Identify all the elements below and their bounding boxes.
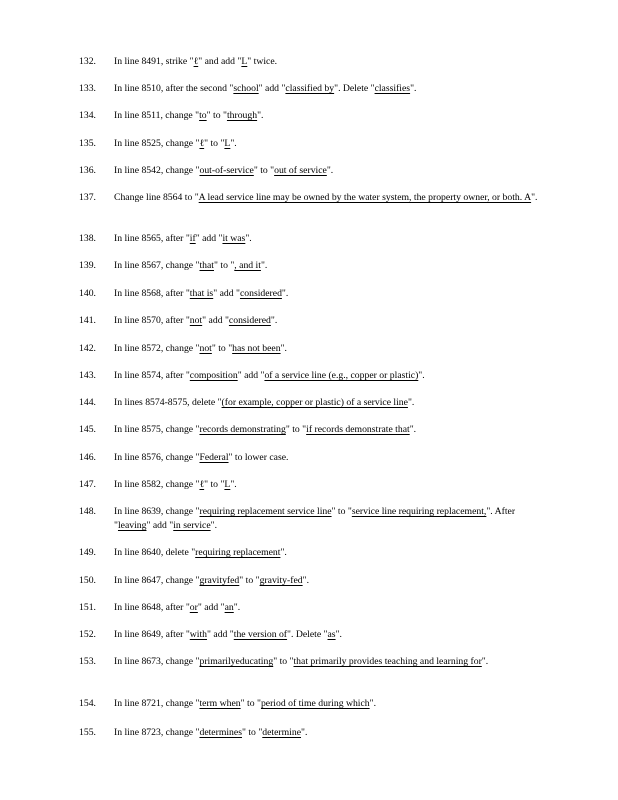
item-number: 151. xyxy=(79,602,96,613)
item-number: 150. xyxy=(79,575,96,586)
text-segment: In line 8570, after " xyxy=(114,315,190,326)
underlined-insertion: if xyxy=(189,233,196,244)
text-segment: ". xyxy=(280,547,287,558)
text-segment: ". xyxy=(335,629,342,640)
text-segment: In line 8575, change " xyxy=(114,424,200,435)
text-segment: " add " xyxy=(237,370,265,381)
text-segment: Change line 8564 to " xyxy=(114,192,199,203)
item-number: 142. xyxy=(79,343,96,354)
underlined-insertion: records demonstrating xyxy=(199,424,286,435)
underlined-insertion: L xyxy=(241,56,248,67)
item-number: 144. xyxy=(79,397,96,408)
text-segment: " to " xyxy=(285,424,307,435)
text-segment: In line 8567, change " xyxy=(114,260,200,271)
underlined-insertion: requiring replacement xyxy=(195,547,281,558)
text-segment: In line 8576, change " xyxy=(114,452,200,463)
text-segment: ". xyxy=(407,397,415,408)
underlined-insertion: classified by xyxy=(285,83,335,94)
text-segment: ". xyxy=(369,698,377,709)
item-number: 139. xyxy=(79,260,96,271)
underlined-insertion: , and it xyxy=(234,260,261,271)
underlined-insertion: out of service xyxy=(274,165,327,176)
underlined-insertion: that is xyxy=(189,288,214,299)
text-segment: In line 8640, delete " xyxy=(114,547,196,558)
text-segment: " to " xyxy=(204,138,225,149)
text-segment: ". xyxy=(230,479,237,490)
text-segment: " add " xyxy=(202,315,229,326)
text-segment: In line 8574, after " xyxy=(114,370,190,381)
underlined-insertion: gravityfed xyxy=(199,575,240,586)
text-segment: ". xyxy=(409,424,417,435)
text-segment: " to " xyxy=(253,165,275,176)
item-text xyxy=(114,655,539,669)
text-segment: ". xyxy=(531,192,538,203)
item-text xyxy=(114,505,539,533)
text-segment: " twice. xyxy=(247,56,278,67)
underlined-insertion: school xyxy=(233,83,259,94)
item-text xyxy=(114,314,539,328)
underlined-insertion: term when xyxy=(199,698,241,709)
text-segment: " to " xyxy=(214,260,235,271)
item-number: 154. xyxy=(79,698,96,709)
item-number: 147. xyxy=(79,479,96,490)
underlined-insertion: considered xyxy=(239,288,282,299)
item-text xyxy=(114,55,539,69)
item-text xyxy=(114,726,539,740)
text-segment: In line 8565, after " xyxy=(114,233,190,244)
text-segment: ". xyxy=(326,165,334,176)
item-number: 152. xyxy=(79,629,96,640)
underlined-insertion: determine xyxy=(262,727,302,738)
text-segment: ". xyxy=(245,233,252,244)
text-segment: In line 8647, change " xyxy=(114,575,200,586)
item-number: 149. xyxy=(79,547,96,558)
underlined-insertion: that primarily provides teaching and learning for xyxy=(293,656,482,667)
text-segment: " to " xyxy=(204,479,225,490)
item-number: 155. xyxy=(79,727,96,738)
underlined-insertion: composition xyxy=(189,370,238,381)
text-segment: ". xyxy=(410,83,417,94)
text-segment: " to " xyxy=(239,575,260,586)
underlined-insertion: L xyxy=(224,479,231,490)
item-number: 136. xyxy=(79,165,96,176)
underlined-insertion: Federal xyxy=(199,452,229,463)
underlined-insertion: not xyxy=(199,343,212,354)
text-segment: ". xyxy=(257,110,264,121)
underlined-insertion: to xyxy=(199,110,207,121)
underlined-insertion: period of time during which xyxy=(260,698,370,709)
item-text xyxy=(114,232,539,246)
item-text xyxy=(114,287,539,301)
text-segment: ". xyxy=(230,138,237,149)
text-segment: In line 8572, change " xyxy=(114,343,200,354)
underlined-insertion: with xyxy=(189,629,208,640)
underlined-insertion: ℓ xyxy=(199,138,205,149)
item-number: 133. xyxy=(79,83,96,94)
item-number: 153. xyxy=(79,656,96,667)
item-text xyxy=(114,164,539,178)
item-number: 135. xyxy=(79,138,96,149)
text-segment: ". xyxy=(210,520,218,531)
text-segment: ". xyxy=(281,288,289,299)
item-text xyxy=(114,369,539,383)
item-number: 143. xyxy=(79,370,96,381)
underlined-insertion: gravity-fed xyxy=(259,575,303,586)
underlined-insertion: ℓ xyxy=(193,56,199,67)
item-number: 138. xyxy=(79,233,96,244)
text-segment: In line 8510, after the second " xyxy=(114,83,234,94)
item-text xyxy=(114,191,539,205)
underlined-insertion: requiring replacement service line xyxy=(199,506,332,517)
text-segment: In line 8568, after " xyxy=(114,288,190,299)
text-segment: " add " xyxy=(258,83,286,94)
text-segment: " add " xyxy=(207,629,234,640)
text-segment: In line 8648, after " xyxy=(114,602,190,613)
underlined-insertion: of a service line (e.g., copper or plastic) xyxy=(264,370,419,381)
underlined-insertion: determines xyxy=(199,727,242,738)
item-number: 137. xyxy=(79,192,96,203)
underlined-insertion: the version of xyxy=(233,629,288,640)
item-text xyxy=(114,451,539,465)
text-segment: " to " xyxy=(241,727,263,738)
text-segment: ". xyxy=(481,656,489,667)
item-number: 145. xyxy=(79,424,96,435)
text-segment: In line 8723, change " xyxy=(114,727,200,738)
item-number: 148. xyxy=(79,506,96,517)
text-segment: " add " xyxy=(213,288,240,299)
item-text xyxy=(114,342,539,356)
item-text xyxy=(114,478,539,492)
text-segment: " to " xyxy=(211,343,233,354)
text-segment: In line 8542, change " xyxy=(114,165,200,176)
text-segment: In line 8511, change " xyxy=(114,110,200,121)
item-text xyxy=(114,259,539,273)
underlined-insertion: an xyxy=(224,602,234,613)
text-segment: ". Delete " xyxy=(334,83,375,94)
item-text xyxy=(114,109,539,123)
item-number: 140. xyxy=(79,288,96,299)
text-segment: ". xyxy=(418,370,425,381)
item-text xyxy=(114,137,539,151)
text-segment: " to lower case. xyxy=(228,452,289,463)
text-segment: In line 8649, after " xyxy=(114,629,190,640)
item-text xyxy=(114,601,539,615)
underlined-insertion: has not been xyxy=(232,343,281,354)
item-text xyxy=(114,697,539,711)
underlined-insertion: L xyxy=(224,138,231,149)
text-segment: ". xyxy=(302,575,310,586)
text-segment: ". xyxy=(301,727,308,738)
item-number: 132. xyxy=(79,56,96,67)
underlined-insertion: through xyxy=(226,110,258,121)
item-text xyxy=(114,546,539,560)
underlined-insertion: (for example, copper or plastic) of a service line xyxy=(221,397,408,408)
text-segment: ". xyxy=(280,343,287,354)
item-number: 146. xyxy=(79,452,96,463)
text-segment: ". xyxy=(233,602,241,613)
underlined-insertion: or xyxy=(189,602,198,613)
text-segment: In line 8721, change " xyxy=(114,698,200,709)
text-segment: In line 8639, change " xyxy=(114,506,200,517)
underlined-insertion: considered xyxy=(228,315,271,326)
item-text xyxy=(114,82,539,96)
item-text xyxy=(114,574,539,588)
text-segment: ". xyxy=(270,315,278,326)
underlined-insertion: service line requiring replacement, xyxy=(351,506,487,517)
text-segment: In line 8673, change " xyxy=(114,656,200,667)
text-segment: " add " xyxy=(195,233,223,244)
text-segment: ". xyxy=(260,260,268,271)
text-segment: In line 8582, change " xyxy=(114,479,200,490)
underlined-insertion: out-of-service xyxy=(199,165,254,176)
text-segment: " to " xyxy=(240,698,261,709)
underlined-insertion: ℓ xyxy=(199,479,205,490)
item-number: 134. xyxy=(79,110,96,121)
text-segment: In lines 8574-8575, delete " xyxy=(114,397,222,408)
item-text xyxy=(114,396,539,410)
underlined-insertion: it was xyxy=(222,233,246,244)
text-segment: ". After " xyxy=(114,506,516,531)
text-segment: In line 8491, strike " xyxy=(114,56,194,67)
underlined-insertion: if records demonstrate that xyxy=(306,424,410,435)
underlined-insertion: not xyxy=(189,315,203,326)
text-segment: ". Delete " xyxy=(287,629,328,640)
underlined-insertion: primarilyeducating xyxy=(199,656,274,667)
text-segment: In line 8525, change " xyxy=(114,138,200,149)
text-segment: " add " xyxy=(146,520,174,531)
underlined-insertion: as xyxy=(327,629,336,640)
underlined-insertion: classifies xyxy=(374,83,411,94)
text-segment: " add " xyxy=(197,602,225,613)
text-segment: " to " xyxy=(206,110,227,121)
item-number: 141. xyxy=(79,315,96,326)
text-segment: " and add " xyxy=(198,56,242,67)
item-text xyxy=(114,423,539,437)
text-segment: " to " xyxy=(273,656,294,667)
underlined-insertion: in service xyxy=(173,520,211,531)
underlined-insertion: leaving xyxy=(117,520,147,531)
underlined-insertion: A lead service line may be owned by the water system, the property owner, or both. A xyxy=(198,192,532,203)
text-segment: " to " xyxy=(331,506,352,517)
underlined-insertion: that xyxy=(199,260,214,271)
item-text xyxy=(114,628,539,642)
